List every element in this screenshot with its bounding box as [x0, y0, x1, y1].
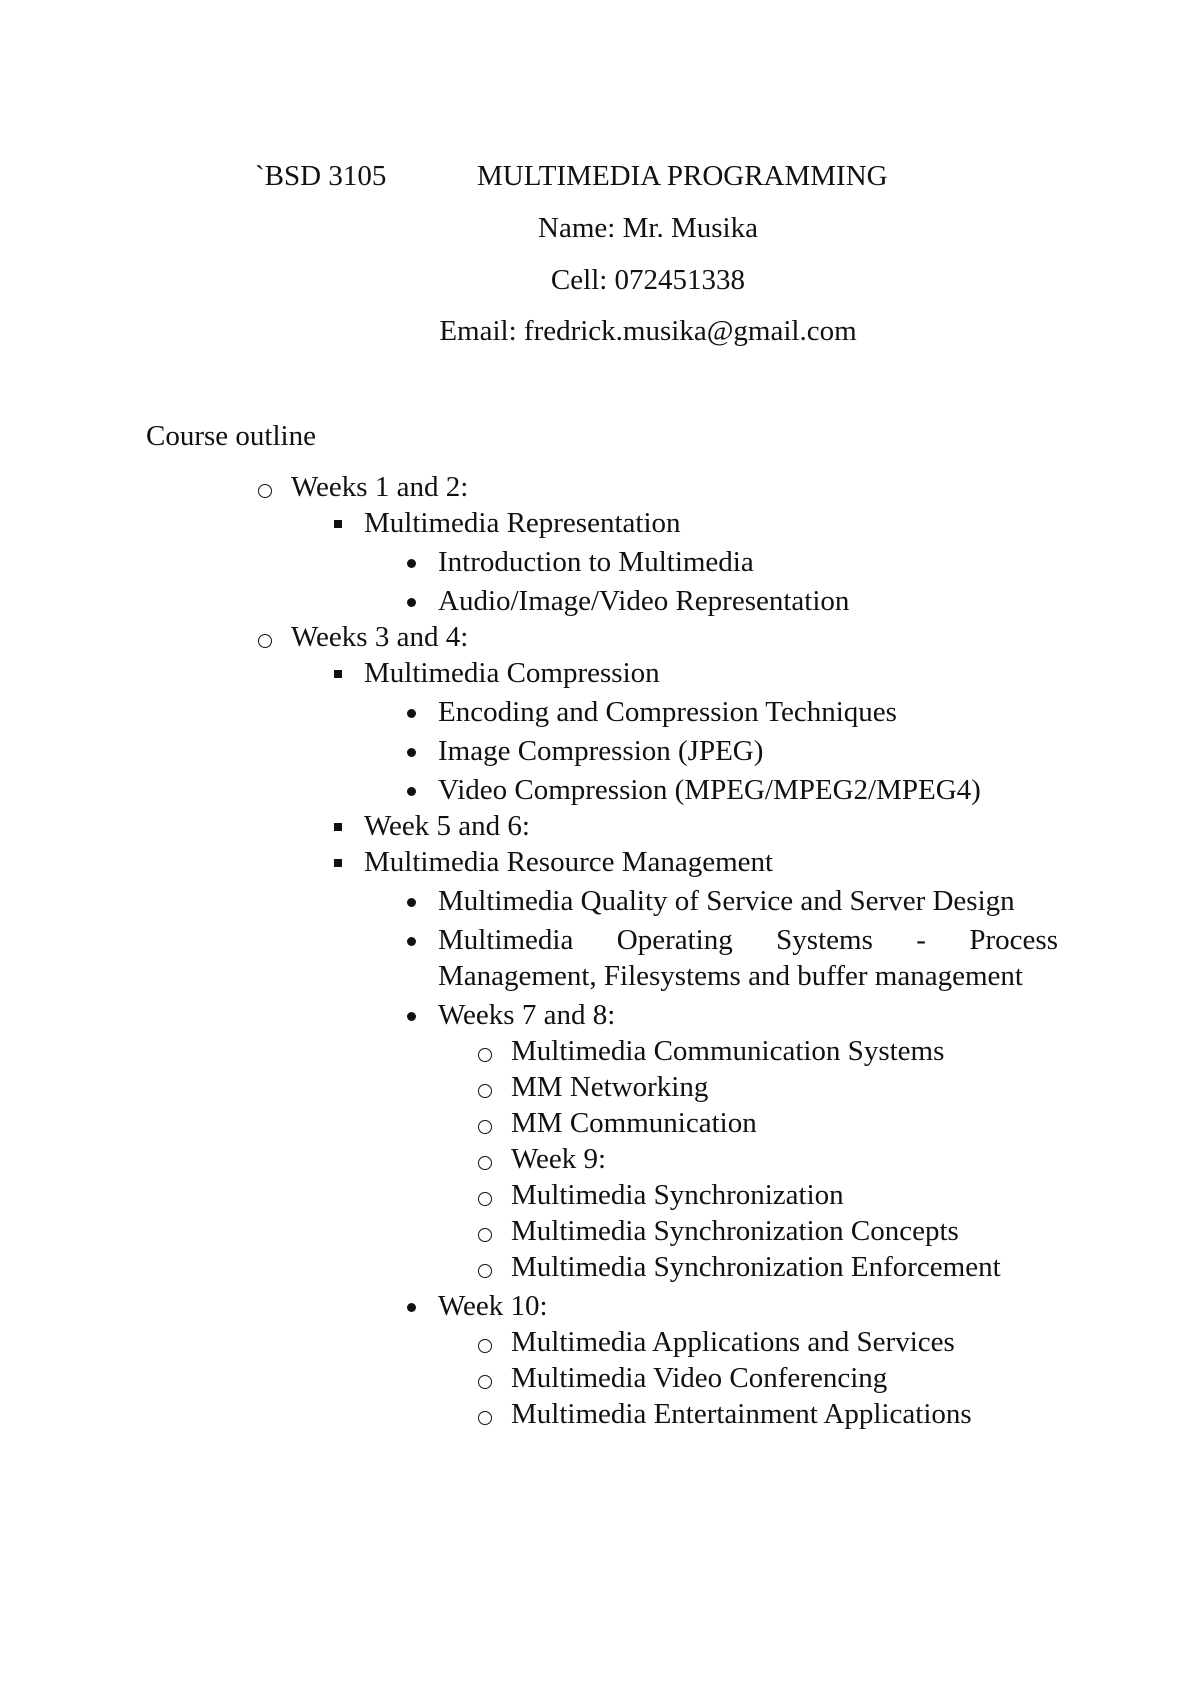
- outline-item: MM Networking: [511, 1071, 709, 1103]
- outline-item: Week 5 and 6:: [364, 810, 530, 842]
- outline-item: Week 10:: [438, 1290, 548, 1322]
- lecturer-cell: Cell: 072451338: [550, 264, 746, 296]
- outline-item: Multimedia Entertainment Applications: [511, 1398, 972, 1430]
- outline-item: Multimedia Compression: [364, 657, 660, 689]
- outline-item: Encoding and Compression Techniques: [438, 696, 897, 728]
- course-code: `BSD 3105: [255, 160, 387, 192]
- outline-item: Multimedia Video Conferencing: [511, 1362, 888, 1394]
- outline-item: Multimedia Quality of Service and Server Design: [438, 885, 1015, 917]
- outline-item: Multimedia Synchronization Enforcement: [511, 1251, 1001, 1283]
- section-title: Course outline: [146, 420, 316, 452]
- course-title: MULTIMEDIA PROGRAMMING: [477, 160, 888, 192]
- outline-item: Multimedia Synchronization: [511, 1179, 844, 1211]
- lecturer-email: Email: fredrick.musika@gmail.com: [439, 315, 857, 347]
- outline-item: Weeks 3 and 4:: [291, 621, 469, 653]
- outline-item: MM Communication: [511, 1107, 757, 1139]
- outline-item: Week 9:: [511, 1143, 607, 1175]
- outline-item: Image Compression (JPEG): [438, 735, 764, 767]
- outline-item: Audio/Image/Video Representation: [438, 585, 850, 617]
- outline-item: Multimedia Resource Management: [364, 846, 774, 878]
- outline-item: Weeks 7 and 8:: [438, 999, 616, 1031]
- course-outline-list: [0, 462, 1200, 1432]
- outline-item: Video Compression (MPEG/MPEG2/MPEG4): [438, 774, 981, 806]
- outline-item: Multimedia Applications and Services: [511, 1326, 955, 1358]
- outline-item: Weeks 1 and 2:: [291, 471, 469, 503]
- outline-item: Multimedia Synchronization Concepts: [511, 1215, 959, 1247]
- outline-item: Multimedia Representation: [364, 507, 681, 539]
- outline-item: Introduction to Multimedia: [438, 546, 754, 578]
- lecturer-name: Name: Mr. Musika: [538, 212, 758, 244]
- outline-item: Multimedia Operating Systems - Process Management, Filesystems and buffer management: [438, 924, 1058, 992]
- outline-item: Multimedia Communication Systems: [511, 1035, 945, 1067]
